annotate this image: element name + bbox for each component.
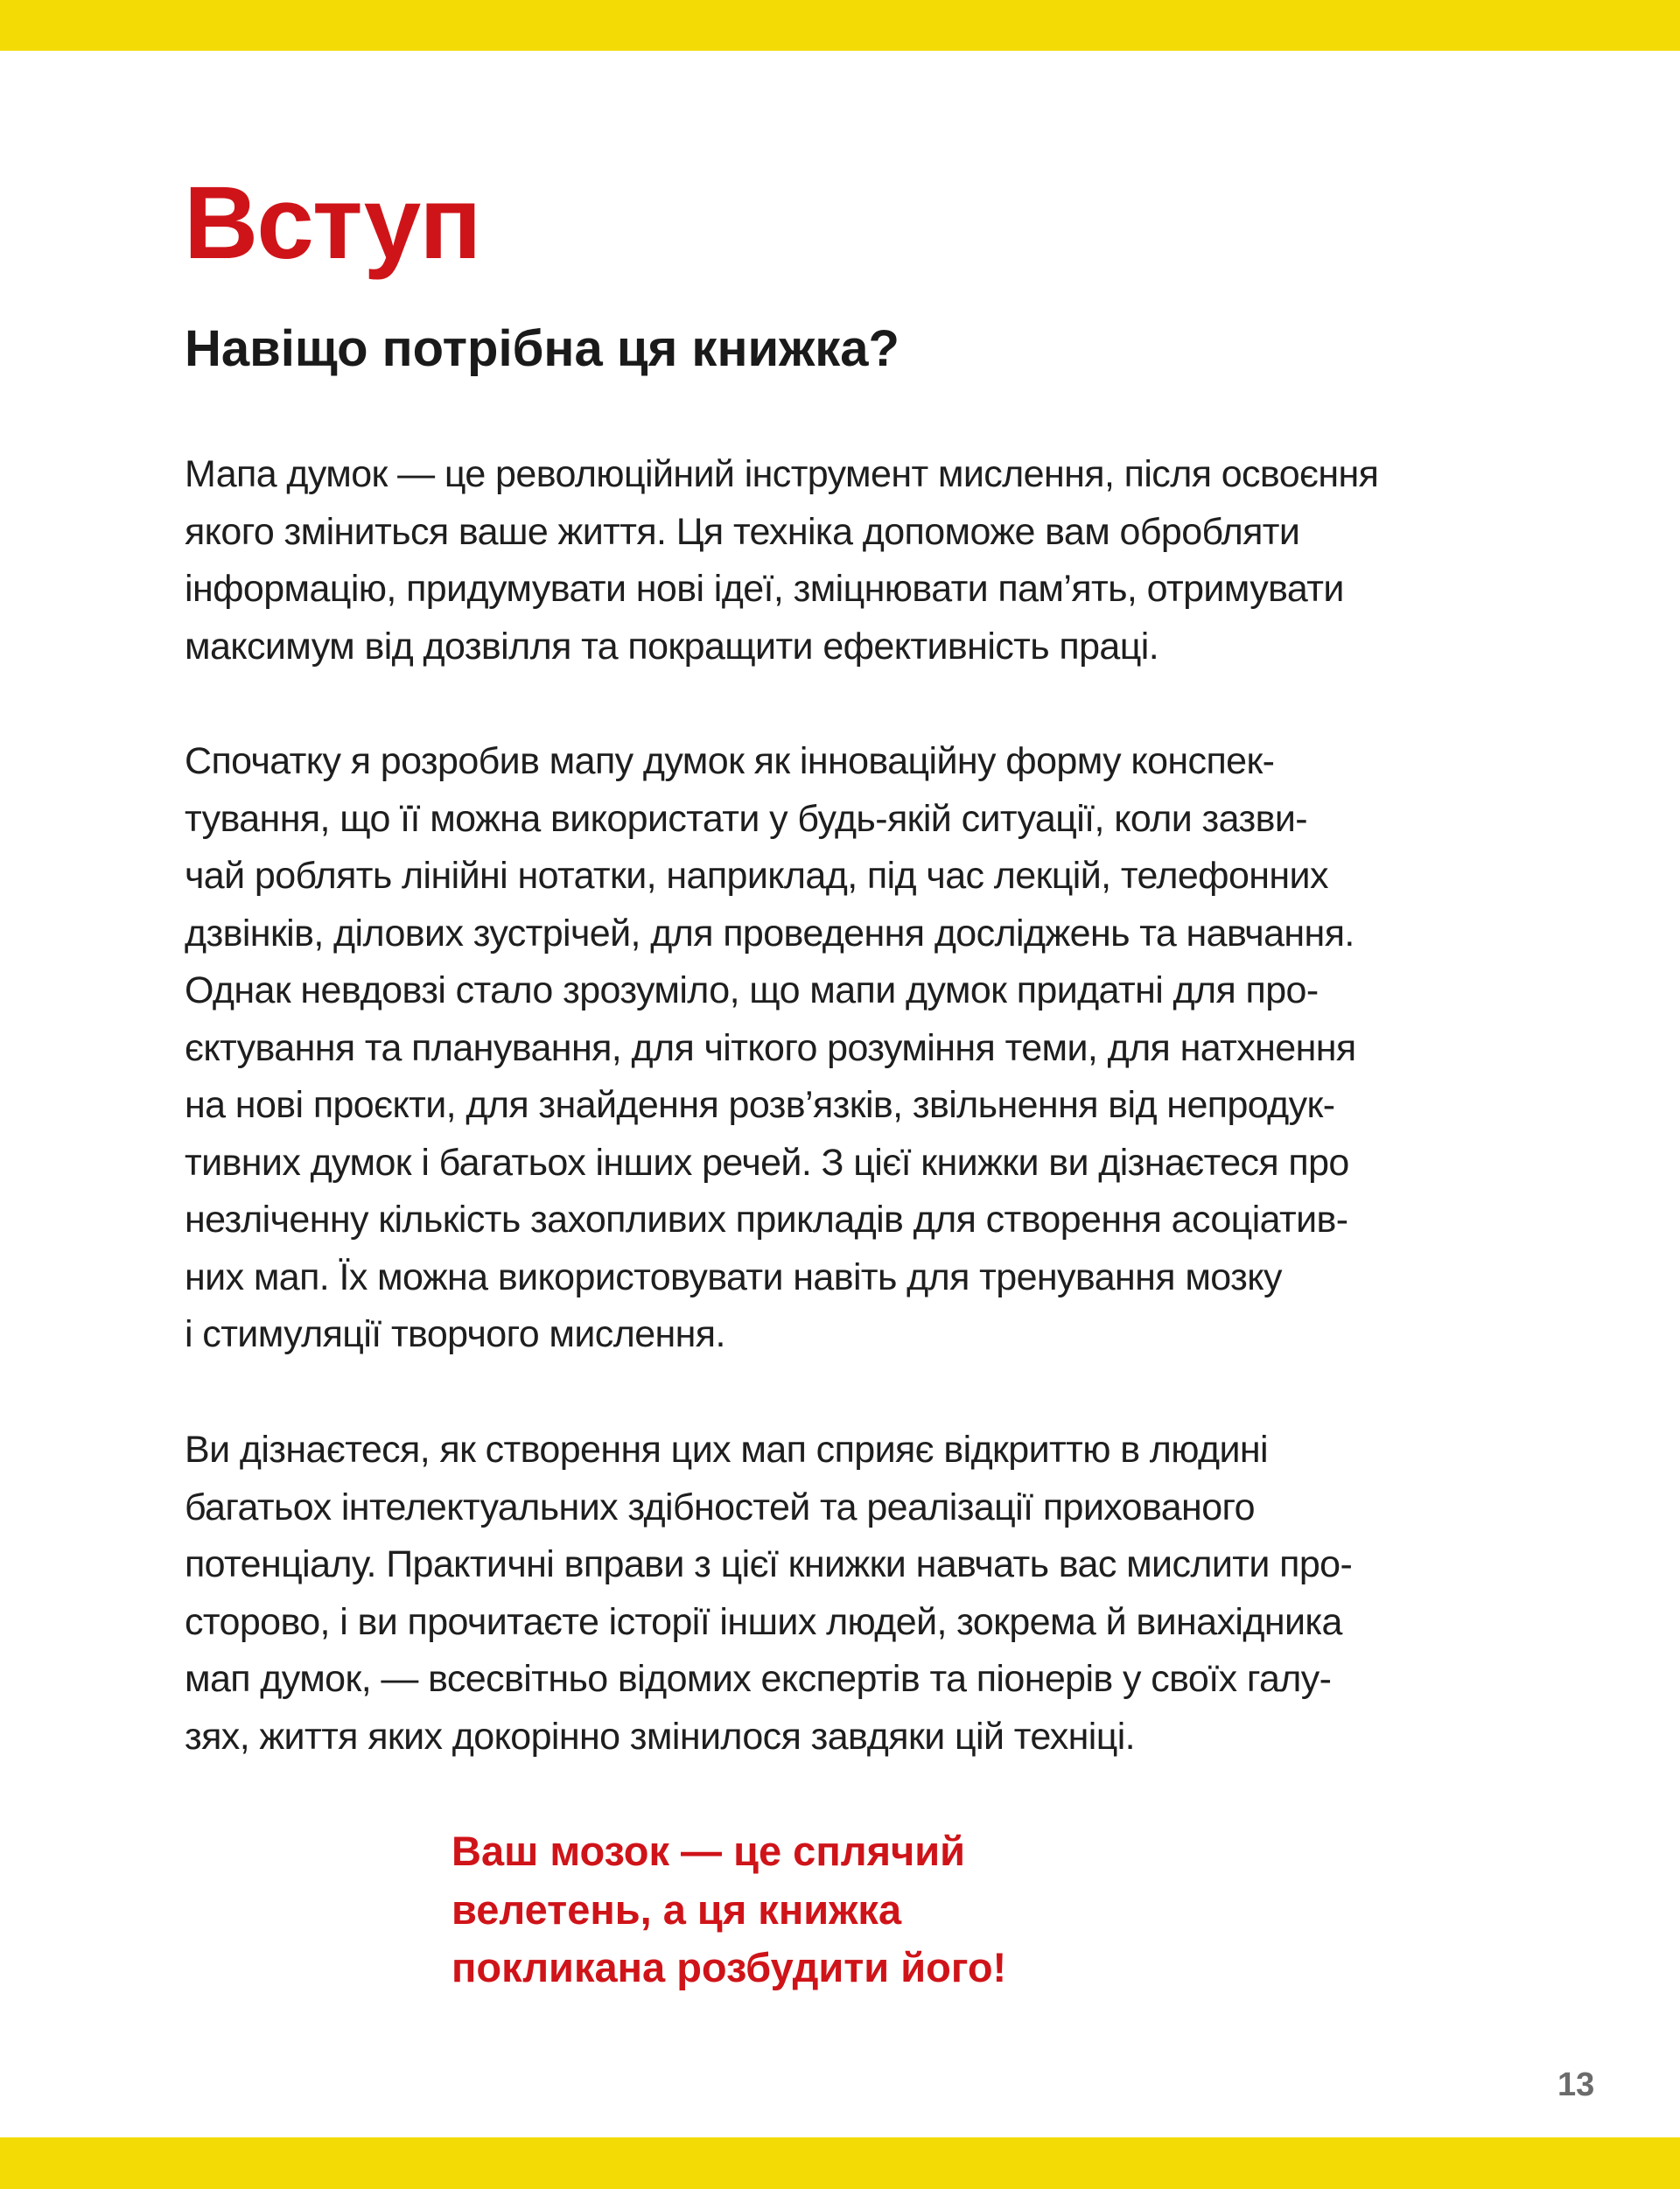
text-line: сторово, і ви прочитаєте історії інших людей, зокрема й винахідника xyxy=(185,1600,1342,1643)
text-line: зях, життя яких докорінно змінилося завдяки цій техніці. xyxy=(185,1715,1136,1758)
text-line: інформацію, придумувати нові ідеї, зміцнювати пам’ять, отримувати xyxy=(185,568,1344,610)
text-line: і стимуляції творчого мислення. xyxy=(185,1313,725,1355)
paragraph-2 xyxy=(185,733,1356,1364)
page-number: 13 xyxy=(1558,2067,1595,2103)
text-line: на нові проєкти, для знайдення розв’язків, звільнення від непродук- xyxy=(185,1084,1335,1126)
text-line: тування, що її можна використати у будь-якій ситуації, коли зазви- xyxy=(185,797,1307,840)
callout-line: велетень, а ця книжка xyxy=(452,1885,902,1933)
text-line: багатьох інтелектуальних здібностей та реалізації прихованого xyxy=(185,1486,1255,1528)
text-line: тивних думок і багатьох інших речей. З цієї книжки ви дізнаєтеся про xyxy=(185,1141,1349,1184)
text-line: мап думок, — всесвітньо відомих експертів та піонерів у своїх галу- xyxy=(185,1658,1332,1700)
text-line: якого зміниться ваше життя. Ця техніка допоможе вам обробляти xyxy=(185,510,1300,553)
section-subtitle: Навіщо потрібна ця книжка? xyxy=(185,320,900,377)
page-title: Вступ xyxy=(184,165,480,281)
text-line: дзвінків, ділових зустрічей, для проведення досліджень та навчання. xyxy=(185,912,1354,955)
text-line: Однак невдовзі стало зрозуміло, що мапи думок придатні для про- xyxy=(185,969,1319,1011)
text-line: єктування та планування, для чіткого розуміння теми, для натхнення xyxy=(185,1026,1356,1069)
text-line: них мап. Їх можна використовувати навіть для тренування мозку xyxy=(185,1255,1282,1298)
callout-line: покликана розбудити його! xyxy=(452,1944,1007,1990)
text-line: чай роблять лінійні нотатки, наприклад, під час лекцій, телефонних xyxy=(185,855,1328,897)
text-line: максимум від дозвілля та покращити ефективність праці. xyxy=(185,625,1159,668)
text-line: Мапа думок — це революційний інструмент мислення, після освоєння xyxy=(185,453,1379,495)
bottom-yellow-band xyxy=(0,2137,1680,2189)
paragraph-1 xyxy=(185,446,1378,675)
paragraph-3 xyxy=(185,1422,1352,1766)
callout-line: Ваш мозок — це сплячий xyxy=(452,1828,966,1874)
text-line: Ви дізнаєтеся, як створення цих мап сприяє відкриттю в людині xyxy=(185,1429,1268,1471)
text-line: незліченну кількість захопливих прикладів для створення асоціатив- xyxy=(185,1199,1348,1241)
text-line: потенціалу. Практичні вправи з цієї книжки навчать вас мислити про- xyxy=(185,1543,1353,1585)
callout-quote xyxy=(452,1822,1006,1997)
text-line: Спочатку я розробив мапу думок як інноваційну форму конспек- xyxy=(185,740,1275,782)
top-yellow-band xyxy=(0,0,1680,51)
